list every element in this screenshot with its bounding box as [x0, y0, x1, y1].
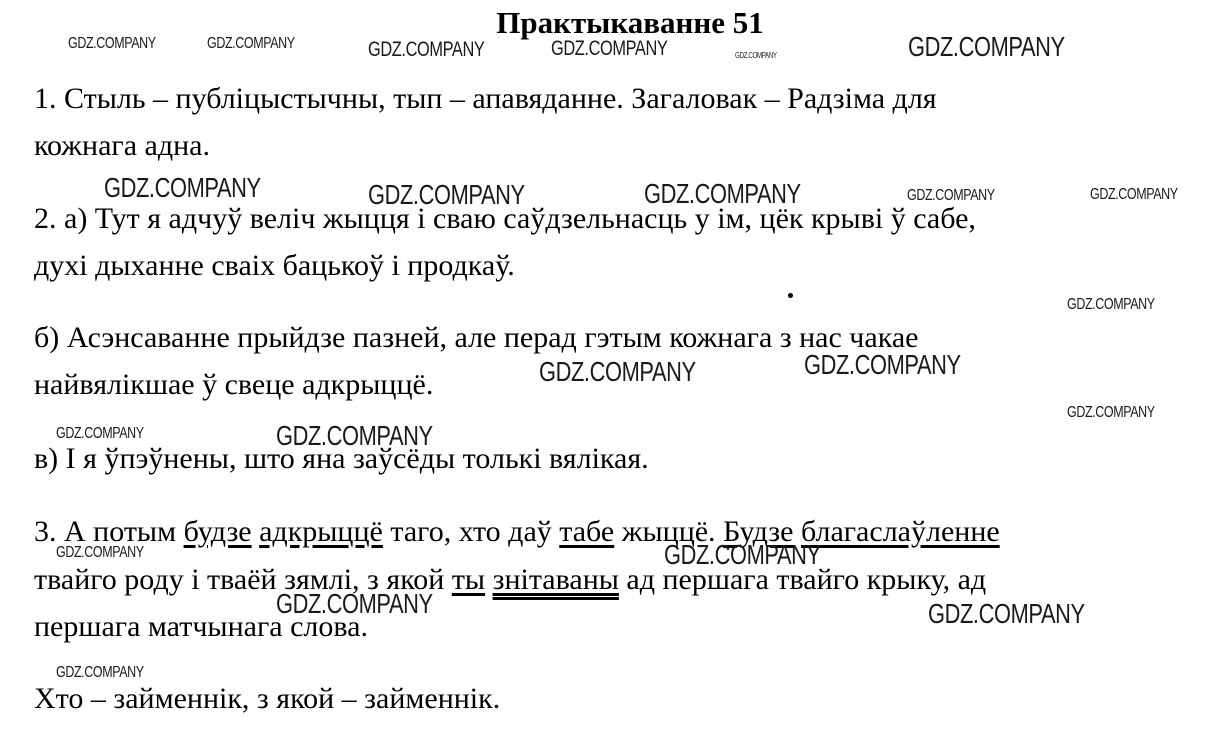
text-line-5: б) Асэнсаванне прыйдзе пазней, але перад гэтым кожнага з нас чакае: [34, 321, 919, 354]
watermark: GDZ.COMPANY: [804, 349, 961, 380]
underlined-word: адкрыццё: [259, 515, 383, 548]
watermark: GDZ.COMPANY: [928, 598, 1085, 629]
text-segment: твайго роду і тваёй зямлі, з якой: [34, 563, 452, 596]
text-segment: [485, 563, 493, 596]
watermark: GDZ.COMPANY: [276, 588, 433, 619]
watermark: GDZ.COMPANY: [1067, 296, 1155, 313]
watermark: GDZ.COMPANY: [56, 544, 144, 561]
watermark: GDZ.COMPANY: [1090, 186, 1178, 203]
text-segment: ад першага твайго крыку, ад: [618, 563, 987, 596]
text-line-8: [34, 514, 1000, 550]
watermark: GDZ.COMPANY: [664, 539, 821, 570]
watermark: GDZ.COMPANY: [104, 172, 261, 203]
watermark: GDZ.COMPANY: [68, 35, 156, 52]
double-underlined-word: знітаваны: [492, 563, 619, 596]
text-line-11: Хто – займеннік, з якой – займеннік.: [34, 682, 501, 715]
watermark: GDZ.COMPANY: [644, 178, 801, 209]
text-line-6: найвялікшае ў свеце адкрыццё.: [34, 368, 434, 401]
underlined-word: благаслаўленне: [800, 515, 1000, 548]
text-line-10: першага матчынага слова.: [34, 610, 368, 643]
text-segment: [252, 515, 260, 548]
text-line-9: [34, 562, 986, 598]
watermark: GDZ.COMPANY: [735, 51, 777, 60]
watermark: GDZ.COMPANY: [368, 179, 525, 210]
text-line-4: духі дыханне сваіх бацькоў і продкаў.: [34, 249, 515, 282]
underlined-word: табе: [559, 515, 615, 548]
watermark: GDZ.COMPANY: [907, 187, 995, 204]
watermark: GDZ.COMPANY: [276, 420, 433, 451]
text-line-7: в) І я ўпэўнены, што яна заўсёды толькі вялікая.: [34, 442, 649, 475]
text-line-3: 2. а) Тут я адчуў веліч жыцця і сваю саўдзельнасць у ім, цёк крыві ў сабе,: [34, 202, 976, 235]
underlined-word: Будзе: [723, 515, 794, 548]
watermark: GDZ.COMPANY: [207, 35, 295, 52]
underlined-word: будзе: [183, 515, 252, 548]
watermark: GDZ.COMPANY: [908, 31, 1065, 62]
text-segment: таго, хто даў: [382, 515, 560, 548]
watermark: GDZ.COMPANY: [539, 356, 696, 387]
text-line-1: 1. Стыль – публіцыстычны, тып – апавяданне. Загаловак – Радзіма для: [34, 82, 937, 115]
watermark: GDZ.COMPANY: [56, 664, 144, 681]
page-title: Практыкаванне 51: [496, 5, 764, 40]
stray-dot: [788, 293, 793, 298]
watermark: GDZ.COMPANY: [56, 425, 144, 442]
watermark: GDZ.COMPANY: [1067, 404, 1155, 421]
text-segment: 3. А потым: [34, 515, 184, 548]
text-segment: жыццё.: [614, 515, 724, 548]
watermark: GDZ.COMPANY: [368, 38, 485, 61]
underlined-word: ты: [451, 563, 486, 596]
text-line-2: кожнага адна.: [34, 129, 210, 162]
watermark: GDZ.COMPANY: [551, 37, 668, 60]
